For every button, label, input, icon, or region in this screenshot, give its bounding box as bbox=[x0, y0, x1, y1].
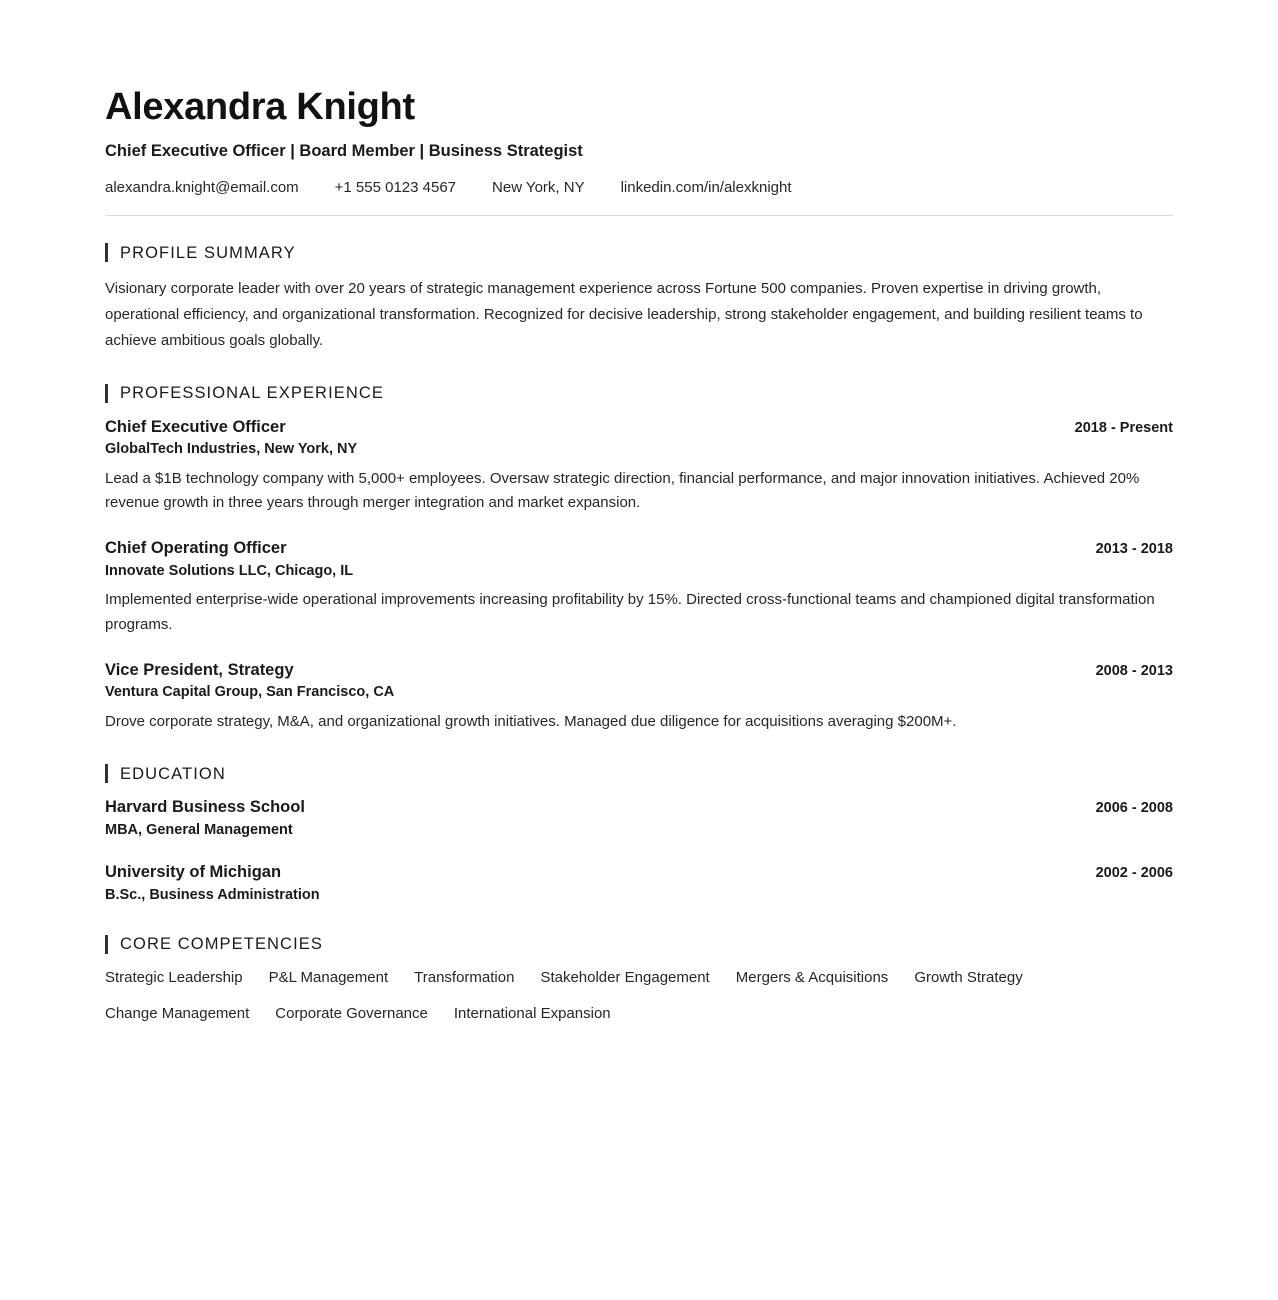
education-entry-header bbox=[105, 797, 1173, 818]
section-core-competencies bbox=[105, 935, 1173, 1025]
accent-bar-icon bbox=[105, 764, 108, 783]
competency-item: Stakeholder Engagement bbox=[540, 968, 710, 986]
experience-entry bbox=[105, 538, 1173, 638]
job-description: Implemented enterprise-wide operational improvements increasing profitability by 15%. Directed cross-functional teams and championed digital transformation programs. bbox=[105, 591, 1155, 633]
profile-summary-text: Visionary corporate leader with over 20 years of strategic management experience across Fortune 500 companies. Proven expertise in driving growth, operational efficiency, and organizational transformation. Recognized for decisive leadership, strong stakeholder engagement, and building resilient teams to achieve ambitious goals globally. bbox=[105, 280, 1143, 350]
job-title: Vice President, Strategy bbox=[105, 660, 294, 679]
job-company: GlobalTech Industries, New York, NY bbox=[105, 441, 358, 458]
job-title: Chief Operating Officer bbox=[105, 539, 287, 558]
header-divider bbox=[105, 215, 1173, 216]
education-degree: MBA, General Management bbox=[105, 821, 293, 838]
section-profile-summary bbox=[105, 243, 1173, 353]
contact-linkedin[interactable]: linkedin.com/in/alexknight bbox=[620, 178, 792, 196]
competency-item: Transformation bbox=[414, 968, 515, 986]
section-education bbox=[105, 764, 1173, 904]
section-title-text: PROFESSIONAL EXPERIENCE bbox=[120, 384, 385, 403]
candidate-headline: Chief Executive Officer | Board Member | Business Strategist bbox=[105, 141, 583, 160]
competency-item: Change Management bbox=[105, 1005, 250, 1023]
experience-entry-header bbox=[105, 417, 1173, 438]
competency-item: International Expansion bbox=[453, 1005, 611, 1023]
section-professional-experience bbox=[105, 384, 1173, 735]
competencies-row bbox=[105, 1004, 1173, 1024]
accent-bar-icon bbox=[105, 243, 108, 262]
candidate-name: Alexandra Knight bbox=[105, 86, 415, 128]
job-company: Ventura Capital Group, San Francisco, CA bbox=[105, 684, 395, 701]
profile-summary-heading bbox=[105, 243, 1173, 262]
resume-header bbox=[105, 88, 1173, 216]
job-description: Drove corporate strategy, M&A, and organizational growth initiatives. Managed due diligence for acquisitions averaging $200M+. bbox=[105, 712, 957, 730]
accent-bar-icon bbox=[105, 384, 108, 403]
competency-item: Strategic Leadership bbox=[105, 968, 243, 986]
experience-entry bbox=[105, 660, 1173, 735]
contact-line bbox=[105, 179, 1173, 198]
competency-item: Corporate Governance bbox=[275, 1005, 428, 1023]
education-dates: 2002 - 2006 bbox=[1095, 865, 1173, 882]
experience-entry-header bbox=[105, 660, 1173, 681]
education-heading bbox=[105, 764, 1173, 783]
education-entry bbox=[105, 862, 1173, 905]
resume-content bbox=[105, 88, 1173, 1024]
competencies-row bbox=[105, 968, 1173, 988]
job-dates: 2013 - 2018 bbox=[1095, 541, 1173, 558]
education-school: Harvard Business School bbox=[105, 798, 305, 817]
experience-entry-header bbox=[105, 538, 1173, 559]
job-title: Chief Executive Officer bbox=[105, 417, 286, 436]
education-dates: 2006 - 2008 bbox=[1095, 800, 1173, 817]
section-title-text: CORE COMPETENCIES bbox=[120, 935, 323, 954]
section-title-text: EDUCATION bbox=[120, 764, 226, 783]
education-school: University of Michigan bbox=[105, 863, 282, 882]
accent-bar-icon bbox=[105, 935, 108, 954]
job-dates: 2008 - 2013 bbox=[1095, 662, 1173, 679]
contact-phone[interactable]: +1 555 0123 4567 bbox=[334, 178, 457, 196]
section-title-text: PROFILE SUMMARY bbox=[120, 243, 296, 262]
education-entry bbox=[105, 797, 1173, 840]
competencies-list bbox=[105, 968, 1173, 1025]
job-dates: 2018 - Present bbox=[1074, 419, 1173, 436]
job-description: Lead a $1B technology company with 5,000+ employees. Oversaw strategic direction, financial performance, and major innovation initiatives. Achieved 20% revenue growth in three years through merger integration and market expansion. bbox=[105, 469, 1140, 512]
contact-email[interactable]: alexandra.knight@email.com bbox=[105, 178, 299, 196]
competency-item: Growth Strategy bbox=[914, 968, 1023, 986]
job-company: Innovate Solutions LLC, Chicago, IL bbox=[105, 562, 354, 579]
education-entry-header bbox=[105, 862, 1173, 883]
competency-item: P&L Management bbox=[268, 968, 389, 986]
experience-entry bbox=[105, 417, 1173, 517]
education-degree: B.Sc., Business Administration bbox=[105, 886, 320, 903]
core-competencies-heading bbox=[105, 935, 1173, 954]
contact-location: New York, NY bbox=[492, 178, 585, 196]
professional-experience-heading bbox=[105, 384, 1173, 403]
competency-item: Mergers & Acquisitions bbox=[735, 968, 889, 986]
